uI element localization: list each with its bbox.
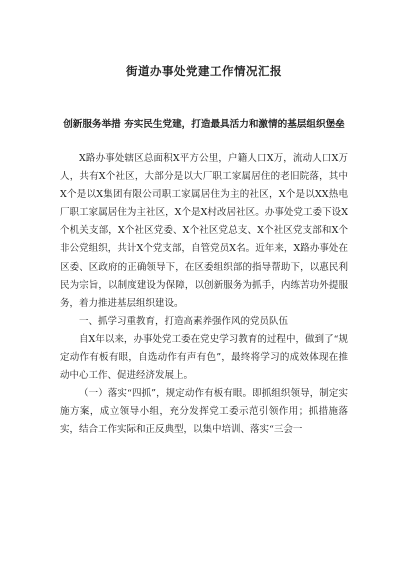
section-heading: 一、抓学习重教育，打造高素养强作风的党员队伍 xyxy=(79,315,289,327)
document-title: 街道办事处党建工作情况汇报 xyxy=(126,64,282,78)
paragraph-study: 自X年以来，办事处党工委在党史学习教育的过程中，做到了“规定动作有板有眼，自选动作有声有色”，最终将学习的成效体现在推动中心工作、促进经济发展上。 xyxy=(60,333,348,382)
document-body xyxy=(60,150,348,440)
paragraph-four-grasps: （一）落实“四抓”，规定动作有板有眼。即抓组织领导，制定实施方案，成立领导小组，充分发挥党工委示范引领作用；抓措施落实，结合工作实际和正反典型，以集中培训、落实“三会一 xyxy=(60,388,348,436)
document-subtitle: 创新服务举措 夯实民生党建，打造最具活力和激情的基层组织堡垒 xyxy=(63,119,345,130)
paragraph-overview: X路办事处辖区总面积X平方公里，户籍人口X万，流动人口X万人，共有X个社区，大部分是以大厂职工家属居住的老旧院落，其中X个是以X集团有限公司职工家属居住为主的社区，X个是以XX热电厂职工家属居住为主社区，X个是X村改居社区。办事处党工委下设X个机关支部，X个社区党委、X个社区党总支、X个社区党支部和X个非公党组织，共计X个党支部，自管党员X名。近年来，X路办事处在区委、区政府的正确领导下，在区委组织部的指导帮助下，以惠民利民为宗旨，以制度建设为保障，以创新服务为抓手，内练苦功外提服务，着力推进基层组织建设。 xyxy=(60,153,348,309)
